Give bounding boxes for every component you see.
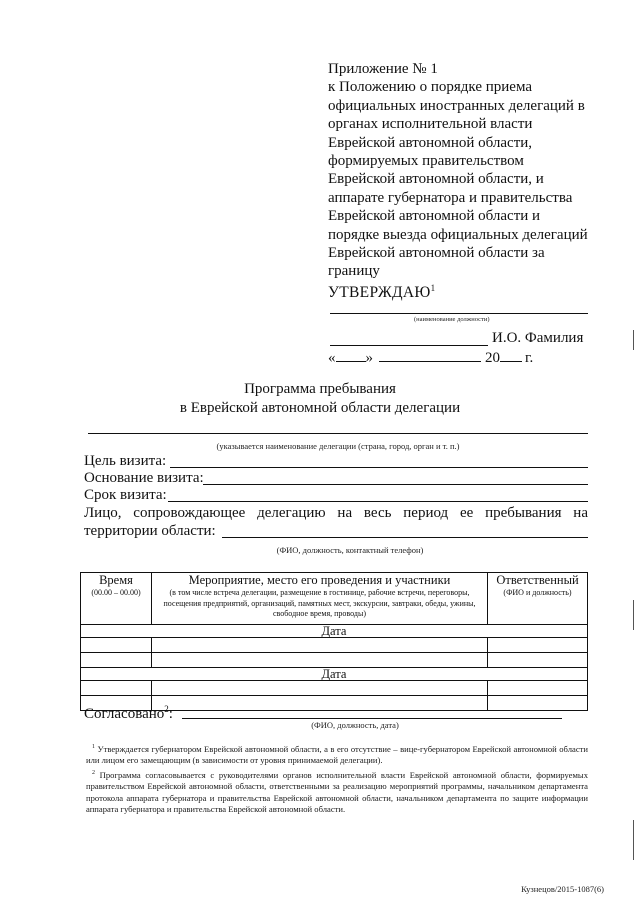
event-header-label: Мероприятие, место его проведения и участники xyxy=(188,573,451,587)
appendix-line: официальных иностранных делегаций в xyxy=(328,97,585,114)
responsible-header-sub: (ФИО и должность) xyxy=(503,588,572,597)
appendix-header xyxy=(328,60,628,281)
approval-label: УТВЕРЖДАЮ xyxy=(328,284,431,302)
signature-name: И.О. Фамилия xyxy=(492,330,584,346)
escort-hint: (ФИО, должность, контактный телефон) xyxy=(276,545,424,555)
footnote-mark: 1 xyxy=(430,283,436,293)
page-subtitle: в Еврейской автономной области делегации xyxy=(179,400,461,416)
table-header-row xyxy=(81,573,588,625)
footnote-mark: 2 xyxy=(164,704,169,714)
date-row xyxy=(81,625,588,638)
agreed-colon: : xyxy=(168,706,173,722)
document-code: Кузнецов/2015-1087(6) xyxy=(521,884,604,894)
escort-label: Лицо, сопровождающее делегацию на весь период ее пребывания на xyxy=(84,505,588,521)
purpose-label: Цель визита: xyxy=(84,453,167,469)
position-line xyxy=(330,313,588,314)
date-label: Дата xyxy=(81,668,588,681)
event-header-sub: (в том числе встреча делегации, размещение в гостинице, рабочие встречи, переговоры, посещения предприятий, организаций, памятных мест, экскурсии, завтраки, обеды, ужины, свободное время, проводы) xyxy=(163,588,476,618)
appendix-line: органах исполнительной власти xyxy=(328,116,533,133)
responsible-header xyxy=(488,573,588,625)
appendix-line: Еврейской автономной области, xyxy=(328,134,533,151)
appendix-line: аппарате губернатора и правительства xyxy=(328,189,573,206)
appendix-line: границу xyxy=(328,263,380,280)
year-prefix: 20 xyxy=(485,350,500,366)
agreed-label xyxy=(84,704,173,723)
basis-line xyxy=(203,484,588,485)
delegation-line xyxy=(88,433,588,434)
table-row xyxy=(81,638,588,653)
agreed-line xyxy=(182,718,562,719)
time-header-sub: (00.00 – 00.00) xyxy=(91,588,141,597)
position-hint: (наименование должности) xyxy=(414,316,490,323)
responsible-header-label: Ответственный xyxy=(496,573,579,587)
table-row xyxy=(81,653,588,668)
delegation-hint: (указывается наименование делегации (страна, город, орган и т. п.) xyxy=(216,441,460,451)
footnote-mark: 1 xyxy=(92,744,95,750)
appendix-line: Еврейской автономной области, и xyxy=(328,171,544,188)
term-label: Срок визита: xyxy=(84,487,167,503)
appendix-line: Приложение № 1 xyxy=(328,61,438,77)
appendix-line: формируемых правительством xyxy=(328,153,524,170)
footnote-2 xyxy=(86,768,588,816)
date-row xyxy=(81,668,588,681)
date-label: Дата xyxy=(81,625,588,638)
date-open-quote: « xyxy=(328,350,336,366)
page-title: Программа пребывания xyxy=(244,381,396,397)
purpose-line xyxy=(170,467,588,468)
footnote-1-text: Утверждается губернатором Еврейской автономной области, а в его отсутствие – вице-губернатором Еврейской автономной области или лицом его замещающим (в зависимости от уровня принимаемой делегации). xyxy=(86,743,588,766)
agreed-hint: (ФИО, должность, дата) xyxy=(311,720,399,730)
footnote-mark: 2 xyxy=(92,770,95,776)
scan-edge-mark xyxy=(633,600,634,630)
approval-date xyxy=(328,349,533,367)
appendix-line: к Положению о порядке приема xyxy=(328,79,533,96)
appendix-line: порядке выезда официальных делегаций xyxy=(328,226,588,243)
agreed-text: Согласовано xyxy=(84,706,165,722)
program-table xyxy=(80,572,588,711)
footnote-1 xyxy=(86,742,588,767)
appendix-line: Еврейской автономной области и xyxy=(328,208,541,225)
escort-line xyxy=(222,537,588,538)
approval-label-block xyxy=(328,283,435,302)
appendix-line: Еврейской автономной области за xyxy=(328,245,545,262)
footnote-2-text: Программа согласовывается с руководителями органов исполнительной власти Еврейской автономной области, формируемых правительством Еврейской автономной области, ответственными за реализацию мероприятий программы, начальником департамента протокола аппарата губернатора и правительства Еврейской автономной области, начальником департамента по защите информации аппарата губернатора и правительства Еврейской автономной области. xyxy=(86,769,588,815)
escort-label-2: территории области: xyxy=(84,523,216,539)
scan-edge-mark xyxy=(633,820,634,860)
signature-line xyxy=(330,345,488,346)
term-line xyxy=(168,501,588,502)
time-header-label: Время xyxy=(99,573,133,587)
date-close-quote: » xyxy=(365,350,373,366)
year-suffix: г. xyxy=(525,350,534,366)
scan-edge-mark xyxy=(633,330,634,350)
time-header xyxy=(81,573,152,625)
table-row xyxy=(81,681,588,696)
event-header xyxy=(152,573,488,625)
basis-label: Основание визита: xyxy=(84,470,204,486)
